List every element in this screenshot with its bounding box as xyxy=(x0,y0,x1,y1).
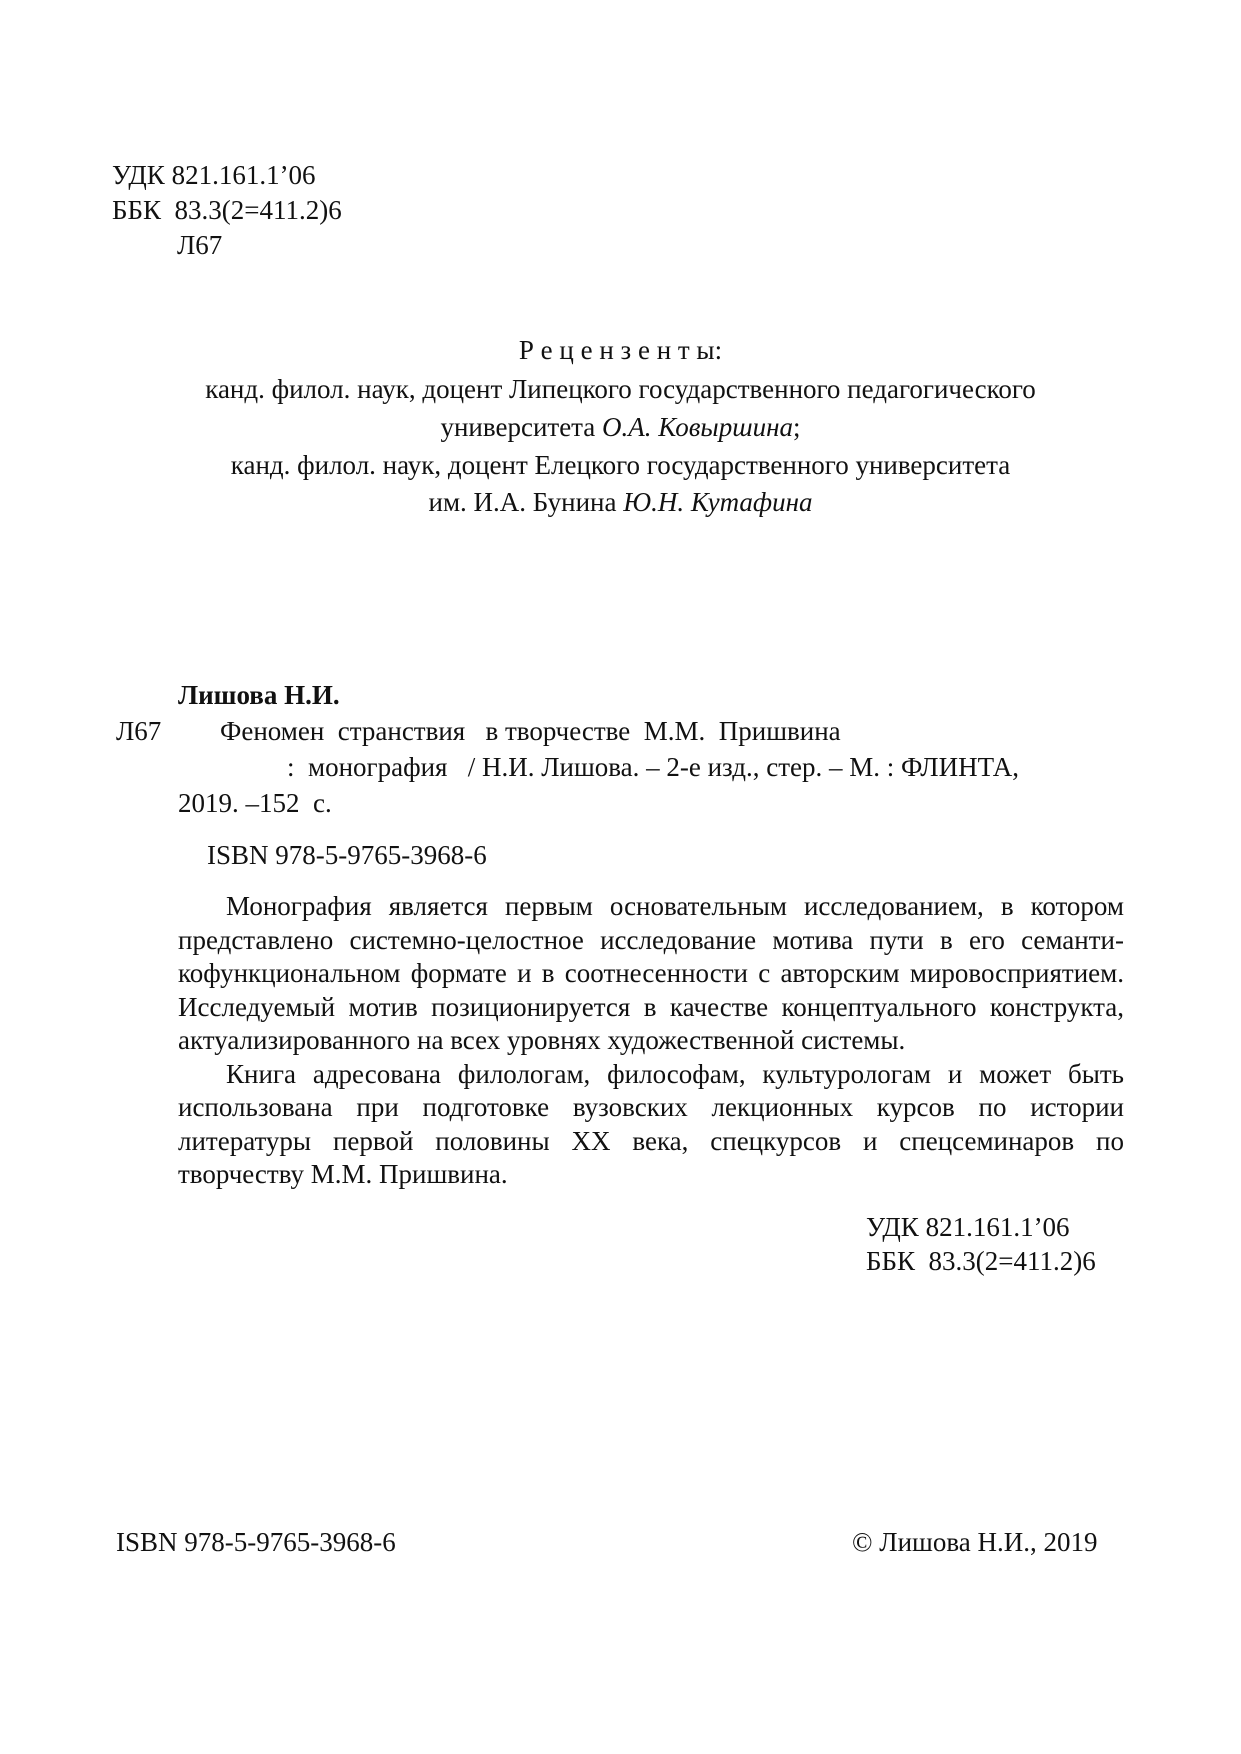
biblio-details: : монография / Н.И. Лишова. – 2-е изд., стер. – М. : ФЛИНТА, xyxy=(287,752,1020,782)
reviewer-1-line-1: канд. филол. наук, доцент Липецкого государственного педагогического xyxy=(205,374,1036,404)
reviewer-2-affiliation: им. И.А. Бунина xyxy=(428,487,624,517)
biblio-sign: Л67 xyxy=(116,716,162,746)
reviewers-heading: Р е ц е н з е н т ы: xyxy=(518,335,723,365)
biblio-year: 2019. –152 с. xyxy=(178,788,332,818)
biblio-author: Лишова Н.И. xyxy=(178,680,340,710)
footer-copyright: © Лишова Н.И., 2019 xyxy=(852,1527,1098,1557)
abstract-paragraph-2: Книга адресована филологам, философам, культурологам и может быть использована при подготовке вузовских лекционных курсов по истории литературы первой половины ХХ века, спецкурсов и спецсеминаров по творчеству М.М. Пришвина. xyxy=(178,1058,1124,1189)
footer-isbn: ISBN 978-5-9765-3968-6 xyxy=(116,1527,396,1557)
reviewer-1-line-2 xyxy=(0,410,1241,444)
reviewer-2-line-1: канд. филол. наук, доцент Елецкого государственного университета xyxy=(230,450,1011,480)
reviewer-2-name: Ю.Н. Кутафина xyxy=(623,487,813,517)
reviewer-2-line-2 xyxy=(0,485,1241,519)
udk-bottom: УДК 821.161.1’06 xyxy=(866,1212,1070,1242)
reviewer-1-name: О.А. Ковыршина xyxy=(602,412,793,442)
biblio-title: Феномен странствия в творчестве М.М. Пришвина xyxy=(220,716,841,746)
abstract xyxy=(178,890,1124,1192)
bbk-top: ББК 83.3(2=411.2)6 xyxy=(112,195,342,225)
author-sign-top: Л67 xyxy=(177,230,223,260)
udk-top: УДК 821.161.1’06 xyxy=(112,160,316,190)
reviewer-1-affiliation: университета xyxy=(440,412,603,442)
reviewer-1-punct: ; xyxy=(792,412,801,442)
biblio-isbn: ISBN 978-5-9765-3968-6 xyxy=(207,840,487,870)
bbk-bottom: ББК 83.3(2=411.2)6 xyxy=(866,1246,1096,1276)
abstract-paragraph-1: Монография является первым основательным исследованием, в котором представлено системно-целостное исследование мотива пути в его семантикофункциональном формате и в соотнесенности с авторским мировосприятием. Исследуемый мотив позиционируется в качестве концептуального конструкта, актуализированного на всех уровнях художественной системы. xyxy=(178,891,1124,1055)
